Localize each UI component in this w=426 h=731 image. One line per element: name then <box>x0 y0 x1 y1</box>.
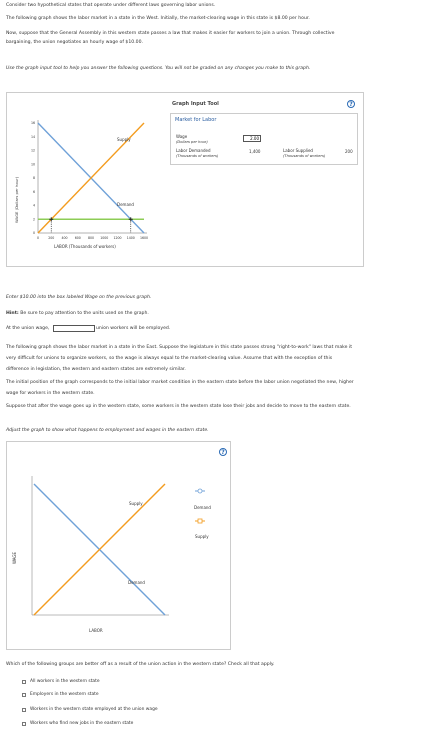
east-p2a: The initial position of the graph corresponds to the initial labor market condition in the eastern state before the labor union negotiated the new, higher <box>6 380 354 385</box>
wage-input[interactable] <box>243 135 261 142</box>
intro-text-3a: Now, suppose that the General Assembly in this western state passes a law that makes it easier for workers to join a union. Through collective <box>6 31 335 36</box>
y-axis-label: WAGE (Dollars per hour) <box>14 176 19 223</box>
option-label: Workers in the western state employed at the union wage <box>30 707 158 712</box>
east-p1c: difference in legislation, the western and eastern states are extremely similar. <box>6 367 186 372</box>
x-axis-label: LABOR <box>89 628 103 633</box>
x-tick-label: 200 <box>48 236 55 240</box>
east-p1a: The following graph shows the labor market in a state in the East. Suppose the legislature in this state passes strong "right-to-work" laws that make it <box>6 345 353 350</box>
labor-supplied-label-text: Labor Supplied <box>283 148 313 153</box>
option-checkbox[interactable] <box>22 722 26 726</box>
x-axis-label: LABOR (Thousands of workers) <box>54 244 116 249</box>
y-tick-label: 8 <box>32 176 35 181</box>
q1-line <box>6 325 406 333</box>
graph-input-tool <box>170 113 358 165</box>
x-tick-label: 400 <box>61 236 68 240</box>
x-tick-label: 800 <box>87 236 95 240</box>
wage-units: (Dollars per hour) <box>176 140 208 144</box>
x-tick-label: 1200 <box>113 236 122 240</box>
help-icon[interactable]: ? <box>219 448 227 456</box>
market-title: Market for Labor <box>175 117 217 123</box>
supply-curve-label: Supply <box>117 137 131 142</box>
demand-curve-label: Demand <box>117 202 134 207</box>
graph-input-tool-title: Graph Input Tool <box>172 101 219 107</box>
supply-curve-label: Supply <box>129 501 143 506</box>
demand-legend-label: Demand <box>194 505 211 510</box>
option-label: Employers in the western state <box>30 692 99 697</box>
wage-label <box>176 134 208 144</box>
q3-prompt: Which of the following groups are better off as a result of the union action in the western state? Check all that apply. <box>6 662 275 667</box>
labor-supplied-label <box>283 148 335 158</box>
y-tick-label: 0 <box>32 231 35 236</box>
option-label: Workers who find new jobs in the eastern state <box>30 721 134 726</box>
east-p1b: very difficult for unions to organize workers, so the wage is always equal to the market-clearing value. Assume that with the exception of this <box>6 356 333 361</box>
labor-demanded-label-text: Labor Demanded <box>176 148 211 153</box>
q1-hint <box>6 311 418 317</box>
labor-market-west-graph[interactable] <box>7 93 167 253</box>
demand-legend-circle-icon <box>198 489 202 493</box>
labor-demanded-label <box>176 148 228 158</box>
q1-line-pre: At the union wage, <box>6 326 50 331</box>
union-employment-input[interactable] <box>53 325 95 332</box>
demand-legend-tool[interactable] <box>194 489 211 510</box>
x-tick-label: 1400 <box>126 236 135 240</box>
y-tick-label: 4 <box>32 203 35 208</box>
labor-demanded-units: (Thousands of workers) <box>176 154 219 158</box>
wage-label-text: Wage <box>176 134 188 139</box>
q1-prompt: Enter $10.00 into the box labeled Wage on the previous graph. <box>6 295 152 300</box>
hint-rest: Be sure to pay attention to the units used on the graph. <box>18 311 149 316</box>
y-axis-label: WAGE <box>12 551 17 564</box>
intro-text-2: The following graph shows the labor market in a state in the West. Initially, the market-clearing wage in this state is $8.00 per hour. <box>6 16 310 21</box>
supply-legend-tool[interactable] <box>195 519 209 539</box>
east-instruction: Adjust the graph to show what happens to employment and wages in the eastern state. <box>6 428 209 433</box>
option-checkbox[interactable] <box>22 693 26 697</box>
intro-text-1: Consider two hypothetical states that operate under different laws governing labor unions. <box>6 3 216 8</box>
y-tick-label: 12 <box>30 148 35 153</box>
demand-curve-label: Demand <box>128 580 145 585</box>
hint-bold: Hint: <box>6 311 19 316</box>
x-tick-label: 600 <box>74 236 81 240</box>
labor-market-east-graph[interactable] <box>7 442 232 651</box>
q1-line-post: union workers will be employed. <box>96 326 171 331</box>
intro-text-3b: bargaining, the union negotiates an hourly wage of $10.00. <box>6 40 143 45</box>
option-checkbox[interactable] <box>22 708 26 712</box>
labor-market-east-panel <box>6 441 231 650</box>
supply-legend-square-icon <box>198 519 202 523</box>
east-p3: Suppose that after the wage goes up in the western state, some workers in the western state lose their jobs and decide to move to the eastern state. <box>6 404 351 409</box>
supply-legend-label: Supply <box>195 534 209 539</box>
x-tick-label: 1600 <box>139 236 149 240</box>
labor-supplied-units: (Thousands of workers) <box>283 154 326 158</box>
y-tick-label: 16 <box>30 121 35 126</box>
y-tick-label: 10 <box>30 162 35 167</box>
option-label: All workers in the western state <box>30 679 100 684</box>
x-tick-label: 0 <box>36 236 40 240</box>
labor-market-west-panel <box>6 92 364 267</box>
labor-demanded-value: 1,400 <box>249 149 261 154</box>
y-tick-label: 6 <box>32 189 35 194</box>
east-p2b: wage for workers in the western state. <box>6 391 95 396</box>
option-checkbox[interactable] <box>22 680 26 684</box>
help-icon[interactable]: ? <box>347 100 355 108</box>
y-tick-label: 2 <box>32 217 35 222</box>
instruction-text: Use the graph input tool to help you answer the following questions. You will not be graded on any changes you make to this graph. <box>6 66 311 71</box>
y-tick-label: 14 <box>30 134 35 139</box>
x-tick-label: 1000 <box>100 236 109 240</box>
labor-supplied-value: 200 <box>345 149 353 154</box>
